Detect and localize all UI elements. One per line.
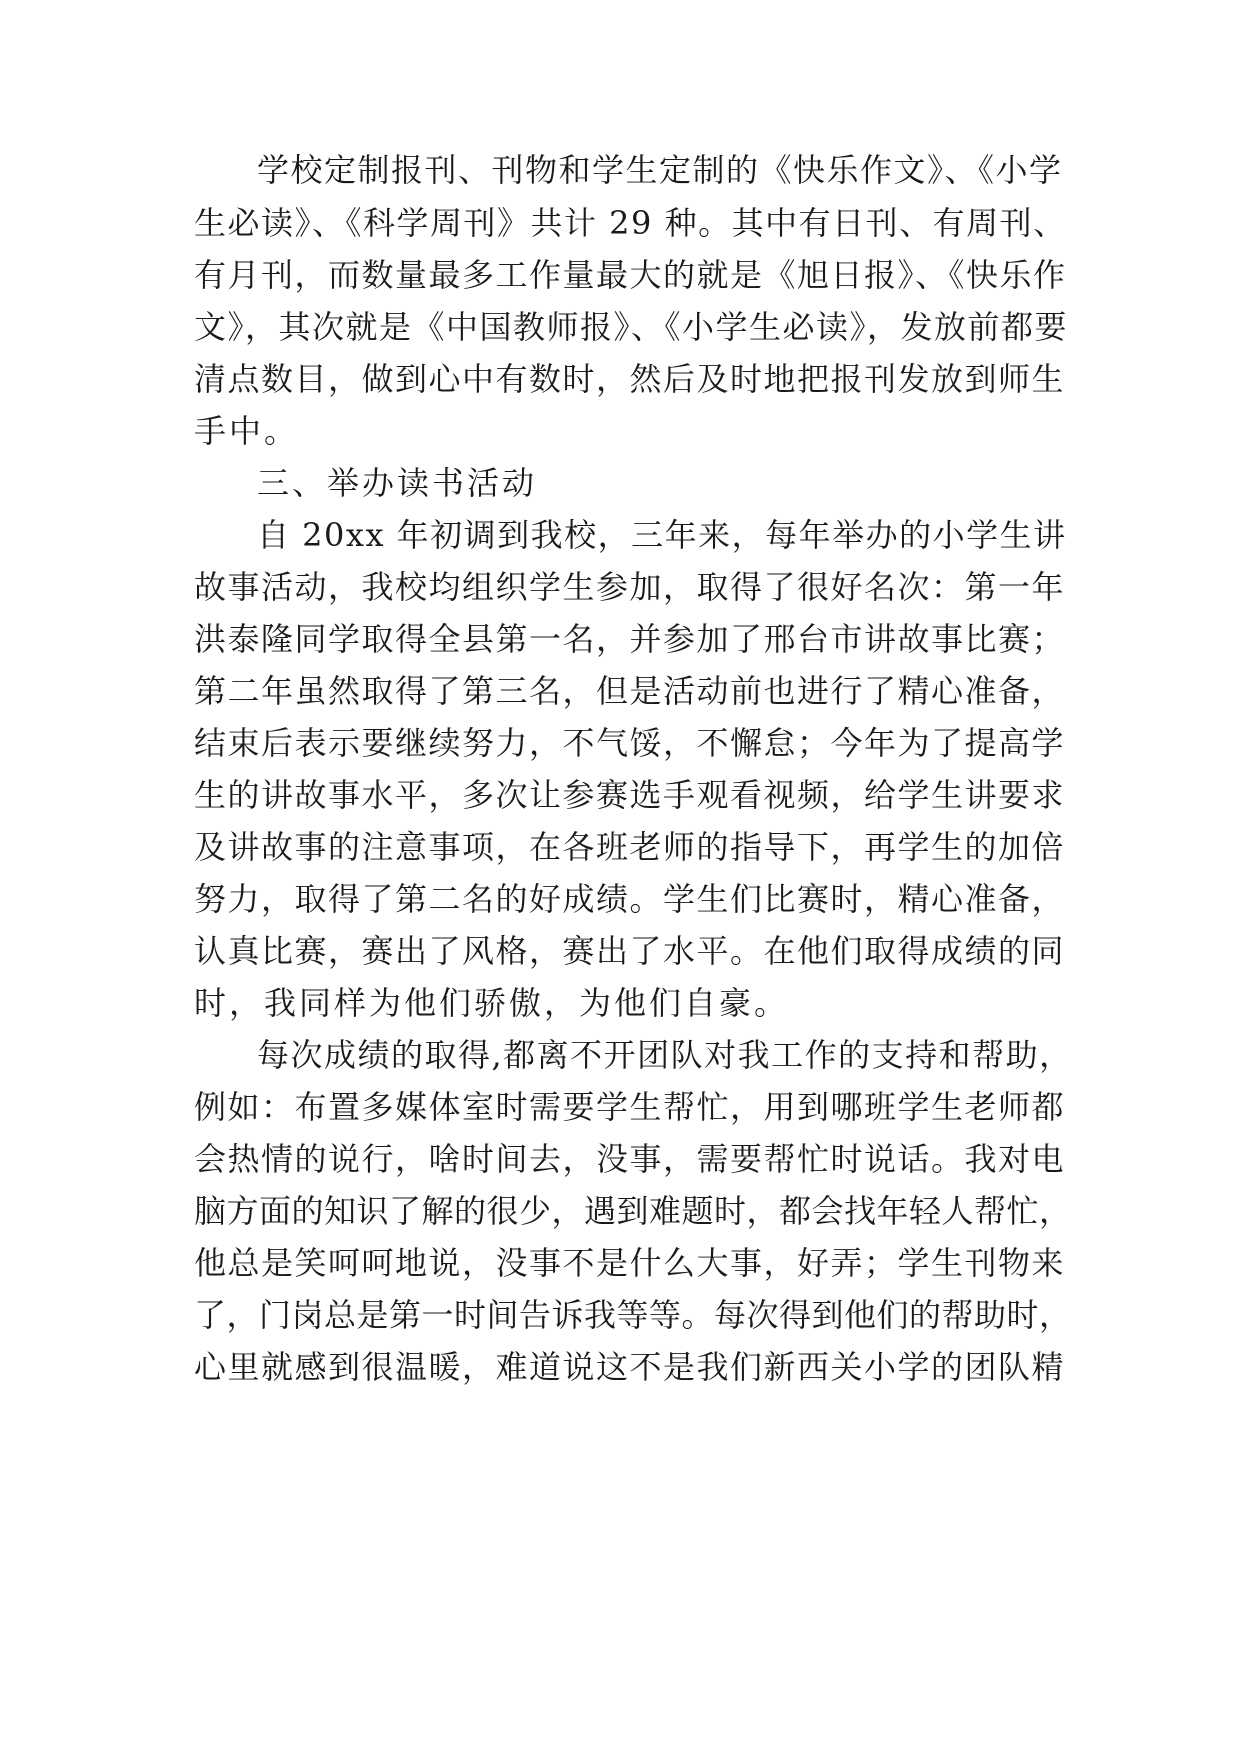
paragraph-line: 心里就感到很温暖，难道说这不是我们新西关小学的团队精 bbox=[194, 1348, 1066, 1386]
paragraph-line: 会热情的说行，啥时间去，没事，需要帮忙时说话。我对电 bbox=[194, 1140, 1066, 1178]
paragraph-line: 故事活动，我校均组织学生参加，取得了很好名次：第一年 bbox=[194, 568, 1066, 606]
paragraph-line: 时，我同样为他们骄傲，为他们自豪。 bbox=[194, 984, 790, 1022]
paragraph-line: 生的讲故事水平，多次让参赛选手观看视频，给学生讲要求 bbox=[194, 776, 1066, 814]
paragraph-line: 学校定制报刊、刊物和学生定制的《快乐作文》、《小学 bbox=[257, 151, 1063, 189]
paragraph-line: 了，门岗总是第一时间告诉我等等。每次得到他们的帮助时， bbox=[194, 1296, 1072, 1334]
paragraph-line: 洪泰隆同学取得全县第一名，并参加了邢台市讲故事比赛； bbox=[194, 620, 1066, 658]
paragraph-line: 有月刊，而数量最多工作量最大的就是《旭日报》、《快乐作 bbox=[194, 256, 1067, 294]
paragraph-line: 他总是笑呵呵地说，没事不是什么大事，好弄；学生刊物来 bbox=[194, 1244, 1066, 1282]
paragraph-line: 文》，其次就是《中国教师报》、《小学生必读》，发放前都要 bbox=[194, 308, 1069, 346]
paragraph-line: 脑方面的知识了解的很少，遇到难题时，都会找年轻人帮忙， bbox=[194, 1192, 1072, 1230]
paragraph-line: 认真比赛，赛出了风格，赛出了水平。在他们取得成绩的同 bbox=[194, 932, 1066, 970]
paragraph-line: 生必读》、《科学周刊》共计 29 种。其中有日刊、有周刊、 bbox=[194, 204, 1067, 242]
paragraph-line: 每次成绩的取得,都离不开团队对我工作的支持和帮助， bbox=[257, 1036, 1073, 1074]
paragraph-line: 第二年虽然取得了第三名，但是活动前也进行了精心准备， bbox=[194, 672, 1066, 710]
paragraph-line: 结束后表示要继续努力，不气馁，不懈怠；今年为了提高学 bbox=[194, 724, 1066, 762]
paragraph-line: 清点数目，做到心中有数时，然后及时地把报刊发放到师生 bbox=[194, 360, 1066, 398]
paragraph-line: 努力，取得了第二名的好成绩。学生们比赛时，精心准备， bbox=[194, 880, 1066, 918]
section-heading: 三、举办读书活动 bbox=[257, 464, 538, 502]
paragraph-line: 手中。 bbox=[194, 412, 300, 450]
paragraph-line: 及讲故事的注意事项，在各班老师的指导下，再学生的加倍 bbox=[194, 828, 1066, 866]
paragraph-line: 例如：布置多媒体室时需要学生帮忙，用到哪班学生老师都 bbox=[194, 1088, 1066, 1126]
paragraph-line: 自 20xx 年初调到我校，三年来，每年举办的小学生讲 bbox=[257, 516, 1067, 554]
